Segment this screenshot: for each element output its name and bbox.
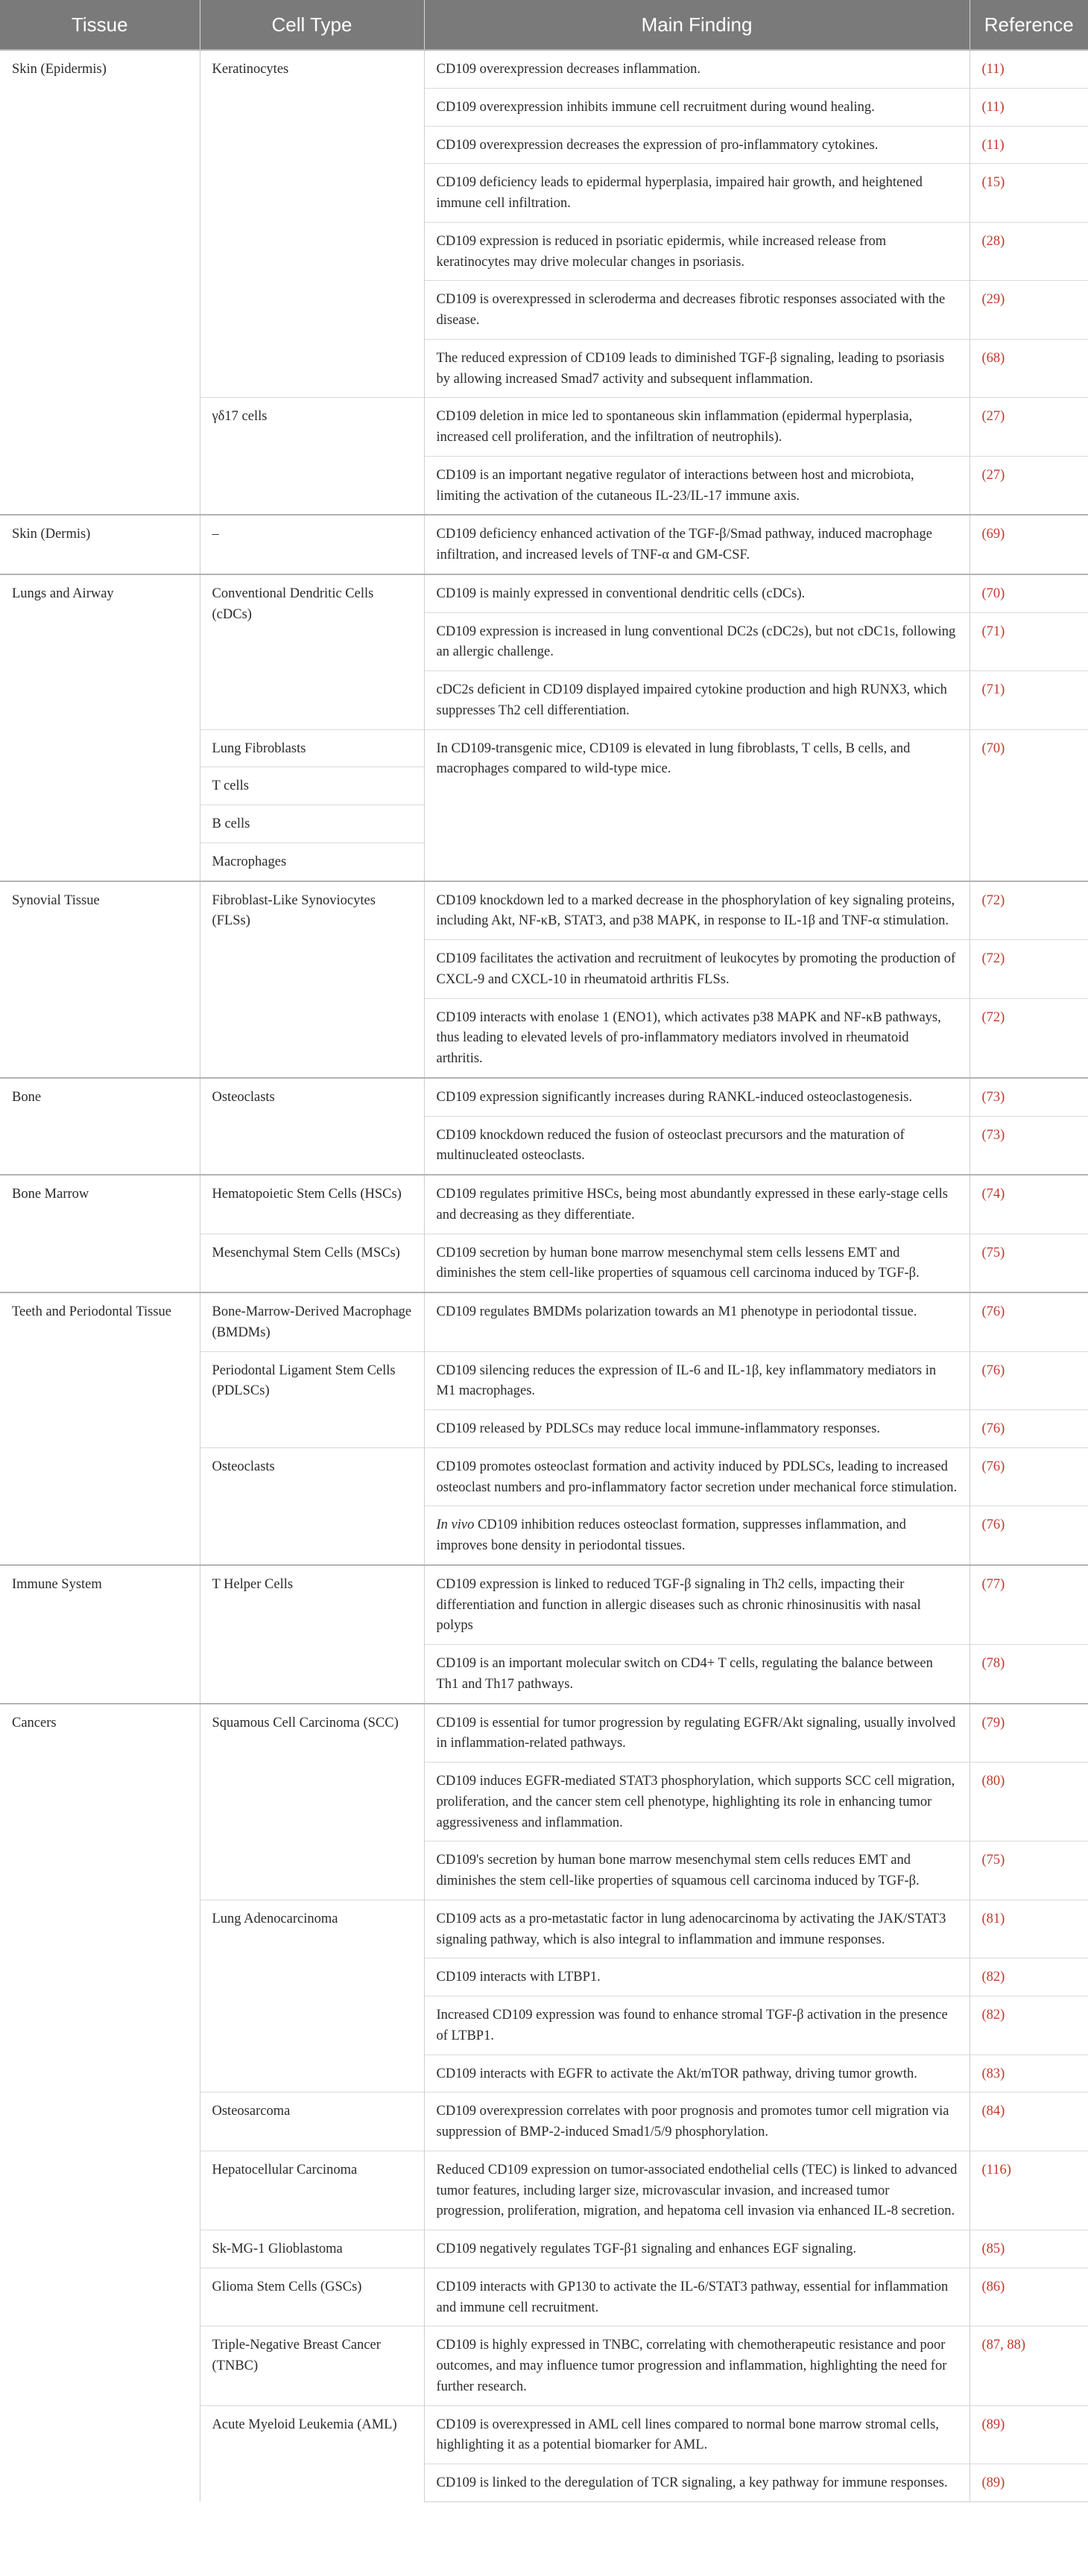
cell-type-cell: Bone-Marrow-Derived Macrophage (BMDMs) (200, 1292, 424, 1351)
tissue-cell: Immune System (0, 1565, 200, 1704)
reference-cell: (84) (970, 2093, 1088, 2151)
cell-type-cell: Sk-MG-1 Glioblastoma (200, 2230, 424, 2268)
finding-cell (424, 1410, 970, 1448)
finding-text: CD109 deficiency enhanced activation of the TGF-β/Smad pathway, induced macrophage infiltration, and increased levels of TNF-α and GM-CSF. (436, 527, 932, 562)
reference-cell: (27) (970, 456, 1088, 515)
reference-cell: (80) (970, 1763, 1088, 1841)
finding-text: CD109 induces EGFR-mediated STAT3 phosphorylation, which supports SCC cell migration, proliferation, and the cancer stem cell phenotype, highlighting its role in enhancing tumor aggressiveness and inflammation. (436, 1774, 955, 1830)
reference-cell: (116) (970, 2151, 1088, 2230)
cell-type-cell: Macrophages (200, 843, 424, 881)
header-row (0, 0, 1088, 50)
reference-cell: (75) (970, 1841, 1088, 1900)
finding-text: CD109 released by PDLSCs may reduce local immune-inflammatory responses. (436, 1421, 880, 1436)
reference-cell: (75) (970, 1234, 1088, 1292)
finding-text: Increased CD109 expression was found to enhance stromal TGF-β activation in the presence of LTBP1. (436, 2008, 948, 2043)
finding-text: CD109 silencing reduces the expression of IL-6 and IL-1β, key inflammatory mediators in M1 macrophages. (436, 1362, 937, 1399)
finding-cell (424, 1958, 970, 1996)
finding-text: CD109 facilitates the activation and recruitment of leukocytes by promoting the production of CXCL-9 and CXCL-10 in rheumatoid arthritis FLSs. (436, 951, 956, 987)
finding-text: CD109 knockdown led to a marked decrease in the phosphorylation of key signaling proteins, including Akt, NF-κB, STAT3, and p38 MAPK, in response to IL-1β and TNF-α stimulation. (436, 892, 955, 929)
cell-type-cell: T cells (200, 767, 424, 805)
reference-cell: (77) (970, 1565, 1088, 1645)
reference-cell: (73) (970, 1078, 1088, 1116)
finding-text: CD109 overexpression decreases inflammation. (436, 62, 700, 77)
reference-cell: (11) (970, 88, 1088, 126)
finding-text: The reduced expression of CD109 leads to diminished TGF-β signaling, leading to psoriasis by allowing increased Smad7 activity and subsequent inflammation. (436, 350, 945, 387)
reference-cell: (76) (970, 1351, 1088, 1410)
finding-text: CD109 is overexpressed in scleroderma and decreases fibrotic responses associated with the disease. (436, 292, 946, 328)
cell-type-cell: Lung Adenocarcinoma (200, 1900, 424, 2093)
finding-text: CD109 promotes osteoclast formation and activity induced by PDLSCs, leading to increased osteoclast numbers and pro-inflammatory factor secretion under mechanical force stimulation. (436, 1459, 958, 1495)
reference-cell: (82) (970, 1996, 1088, 2055)
table-row (0, 1292, 1088, 1351)
finding-cell (424, 456, 970, 515)
finding-cell: In CD109-transgenic mice, CD109 is elevated in lung fibroblasts, T cells, B cells, and macrophages compared to wild-type mice. (424, 729, 970, 881)
finding-cell (424, 2230, 970, 2268)
reference-cell: (70) (970, 729, 1088, 881)
cell-type-cell: Hepatocellular Carcinoma (200, 2151, 424, 2230)
finding-cell (424, 164, 970, 223)
reference-cell: (76) (970, 1292, 1088, 1351)
finding-cell (424, 222, 970, 281)
reference-cell: (87, 88) (970, 2326, 1088, 2405)
finding-cell (424, 515, 970, 574)
cell-type-cell: Osteoclasts (200, 1078, 424, 1175)
finding-text: CD109 is highly expressed in TNBC, correlating with chemotherapeutic resistance and poor outcomes, and may influence tumor progression and inflammation, highlighting the need for further research. (436, 2338, 947, 2394)
table-row (0, 515, 1088, 574)
cell-type-cell: Periodontal Ligament Stem Cells (PDLSCs) (200, 1351, 424, 1447)
finding-text: CD109 is linked to the deregulation of TCR signaling, a key pathway for immune responses. (436, 2475, 948, 2490)
finding-cell (424, 1704, 970, 1763)
cell-type-cell: Hematopoietic Stem Cells (HSCs) (200, 1175, 424, 1234)
table-row (0, 1704, 1088, 1763)
reference-cell: (71) (970, 671, 1088, 730)
reference-cell: (89) (970, 2405, 1088, 2464)
finding-text: CD109's secretion by human bone marrow mesenchymal stem cells reduces EMT and diminishes the stem cell-like properties of squamous cell carcinoma induced by TGF-β. (436, 1853, 920, 1888)
finding-cell (424, 1175, 970, 1234)
cell-type-cell: B cells (200, 805, 424, 843)
finding-cell (424, 1645, 970, 1704)
finding-cell (424, 612, 970, 671)
finding-text: CD109 regulates primitive HSCs, being most abundantly expressed in these early-stage cells and decreasing as they differentiate. (436, 1187, 948, 1222)
finding-text: CD109 expression is increased in lung conventional DC2s (cDC2s), but not cDC1s, following an allergic challenge. (436, 624, 956, 660)
table-body (0, 50, 1088, 2502)
tissue-cell: Skin (Epidermis) (0, 50, 200, 515)
table-row (0, 574, 1088, 612)
table-row (0, 1565, 1088, 1645)
finding-text: CD109 overexpression inhibits immune cell recruitment during wound healing. (436, 99, 875, 115)
finding-cell (424, 1900, 970, 1958)
finding-text: CD109 is overexpressed in AML cell lines compared to normal bone marrow stromal cells, highlighting it as a potential biomarker for AML. (436, 2417, 939, 2453)
finding-cell (424, 50, 970, 88)
cell-type-cell: Triple-Negative Breast Cancer (TNBC) (200, 2326, 424, 2405)
reference-cell: (28) (970, 222, 1088, 281)
cell-type-cell: Squamous Cell Carcinoma (SCC) (200, 1704, 424, 1900)
table-row (0, 881, 1088, 940)
finding-cell (424, 1565, 970, 1645)
tissue-cell: Bone Marrow (0, 1175, 200, 1292)
reference-cell: (11) (970, 126, 1088, 164)
finding-cell (424, 398, 970, 457)
cell-type-cell: Keratinocytes (200, 50, 424, 398)
reference-cell: (27) (970, 398, 1088, 457)
finding-cell (424, 2093, 970, 2151)
finding-cell (424, 2464, 970, 2502)
finding-text: Reduced CD109 expression on tumor-associated endothelial cells (TEC) is linked to advanced tumor features, including larger size, microvascular invasion, and increased tumor progression, proliferation, migration, and hepatoma cell invasion via enhanced IL-8 secretion. (436, 2162, 958, 2219)
finding-cell (424, 671, 970, 730)
reference-cell: (76) (970, 1506, 1088, 1565)
finding-cell (424, 1292, 970, 1351)
finding-cell (424, 2268, 970, 2326)
finding-text: CD109 interacts with EGFR to activate the Akt/mTOR pathway, driving tumor growth. (436, 2066, 917, 2081)
finding-text: CD109 acts as a pro-metastatic factor in lung adenocarcinoma by activating the JAK/STAT3 signaling pathway, which is also integral to inflammation and immune responses. (436, 1911, 946, 1947)
finding-text: CD109 expression significantly increases during RANKL-induced osteoclastogenesis. (436, 1089, 913, 1105)
finding-text: CD109 is essential for tumor progression by regulating EGFR/Akt signaling, usually involved in inflammation-related pathways. (436, 1715, 956, 1751)
tissue-cell: Synovial Tissue (0, 881, 200, 1078)
reference-cell: (72) (970, 881, 1088, 940)
finding-text: CD109 expression is reduced in psoriatic epidermis, while increased release from keratinocytes may drive molecular changes in psoriasis. (436, 233, 887, 270)
header-tissue: Tissue (0, 0, 200, 50)
table-row (0, 1175, 1088, 1234)
reference-cell: (76) (970, 1410, 1088, 1448)
finding-text: CD109 is an important negative regulator of interactions between host and microbiota, limiting the activation of the cutaneous IL-23/IL-17 immune axis. (436, 467, 914, 504)
tissue-cell: Skin (Dermis) (0, 515, 200, 574)
finding-cell (424, 881, 970, 940)
finding-cell (424, 1234, 970, 1292)
reference-cell: (69) (970, 515, 1088, 574)
header-main-finding: Main Finding (424, 0, 970, 50)
finding-text: CD109 deficiency leads to epidermal hyperplasia, impaired hair growth, and heightened immune cell infiltration. (436, 175, 923, 211)
reference-cell: (83) (970, 2055, 1088, 2093)
cell-type-cell: Osteosarcoma (200, 2093, 424, 2151)
reference-cell: (79) (970, 1704, 1088, 1763)
finding-text: CD109 is mainly expressed in conventional dendritic cells (cDCs). (436, 586, 806, 601)
cell-type-cell: Osteoclasts (200, 1447, 424, 1565)
finding-text: CD109 regulates BMDMs polarization towards an M1 phenotype in periodontal tissue. (436, 1304, 917, 1319)
reference-cell: (76) (970, 1447, 1088, 1506)
finding-cell (424, 1447, 970, 1506)
finding-text: CD109 negatively regulates TGF-β1 signaling and enhances EGF signaling. (436, 2242, 856, 2256)
tissue-cell: Lungs and Airway (0, 574, 200, 881)
reference-cell: (70) (970, 574, 1088, 612)
cell-type-cell: Glioma Stem Cells (GSCs) (200, 2268, 424, 2326)
finding-text: CD109 secretion by human bone marrow mesenchymal stem cells lessens EMT and diminishes the stem cell-like properties of squamous cell carcinoma induced by TGF-β. (436, 1245, 920, 1281)
finding-cell (424, 574, 970, 612)
finding-cell (424, 1116, 970, 1175)
reference-cell: (82) (970, 1958, 1088, 1996)
reference-cell: (85) (970, 2230, 1088, 2268)
reference-cell: (15) (970, 164, 1088, 223)
reference-cell: (81) (970, 1900, 1088, 1958)
reference-cell: (74) (970, 1175, 1088, 1234)
finding-text: CD109 overexpression correlates with poor prognosis and promotes tumor cell migration via suppression of BMP-2-induced Smad1/5/9 phosphorylation. (436, 2104, 949, 2139)
finding-cell (424, 126, 970, 164)
finding-text: CD109 knockdown reduced the fusion of osteoclast precursors and the maturation of multinucleated osteoclasts. (436, 1127, 905, 1164)
finding-cell (424, 2151, 970, 2230)
cell-type-cell: Fibroblast-Like Synoviocytes (FLSs) (200, 881, 424, 1078)
finding-cell (424, 2405, 970, 2464)
finding-cell (424, 1763, 970, 1841)
reference-cell: (72) (970, 940, 1088, 999)
finding-cell (424, 281, 970, 340)
header-reference: Reference (970, 0, 1088, 50)
finding-cell (424, 998, 970, 1078)
header-cell-type: Cell Type (200, 0, 424, 50)
cell-type-cell: T Helper Cells (200, 1565, 424, 1704)
reference-cell: (89) (970, 2464, 1088, 2502)
finding-text: CD109 interacts with enolase 1 (ENO1), which activates p38 MAPK and NF-κB pathways, thus leading to elevated levels of pro-inflammatory mediators involved in rheumatoid arthritis. (436, 1009, 941, 1066)
reference-cell: (78) (970, 1645, 1088, 1704)
tissue-cell: Bone (0, 1078, 200, 1175)
finding-cell (424, 1506, 970, 1565)
finding-cell (424, 1351, 970, 1410)
cell-type-cell: Acute Myeloid Leukemia (AML) (200, 2405, 424, 2502)
reference-cell: (86) (970, 2268, 1088, 2326)
finding-text: CD109 interacts with GP130 to activate the IL-6/STAT3 pathway, essential for inflammation and immune cell recruitment. (436, 2279, 949, 2315)
finding-cell (424, 2055, 970, 2093)
table-row (0, 1078, 1088, 1116)
tissue-cell: Cancers (0, 1704, 200, 2502)
finding-cell (424, 1841, 970, 1900)
finding-text: CD109 is an important molecular switch on CD4+ T cells, regulating the balance between Th1 and Th17 pathways. (436, 1656, 933, 1692)
finding-text: CD109 deletion in mice led to spontaneous skin inflammation (epidermal hyperplasia, increased cell proliferation, and the infiltration of neutrophils). (436, 409, 913, 445)
finding-cell (424, 940, 970, 999)
finding-text: CD109 expression is linked to reduced TGF-β signaling in Th2 cells, impacting their differentiation and function in allergic diseases such as chronic rhinosinusitis with nasal polyps (436, 1576, 921, 1634)
finding-text: cDC2s deficient in CD109 displayed impaired cytokine production and high RUNX3, which suppresses Th2 cell differentiation. (436, 682, 947, 718)
finding-text: CD109 interacts with LTBP1. (436, 1970, 601, 1985)
reference-cell: (29) (970, 281, 1088, 340)
reference-cell: (68) (970, 339, 1088, 398)
table-row (0, 50, 1088, 88)
tissue-cell: Teeth and Periodontal Tissue (0, 1292, 200, 1565)
finding-cell (424, 1996, 970, 2055)
finding-cell (424, 2326, 970, 2405)
finding-cell (424, 339, 970, 398)
reference-cell: (72) (970, 998, 1088, 1078)
finding-text: CD109 overexpression decreases the expression of pro-inflammatory cytokines. (436, 137, 879, 153)
cell-type-cell: – (200, 515, 424, 574)
reference-cell: (73) (970, 1116, 1088, 1175)
reference-cell: (71) (970, 612, 1088, 671)
finding-cell (424, 88, 970, 126)
reference-cell: (11) (970, 50, 1088, 88)
cell-type-cell: Conventional Dendritic Cells (cDCs) (200, 574, 424, 729)
finding-cell (424, 1078, 970, 1116)
cell-type-cell: γδ17 cells (200, 398, 424, 515)
finding-text: CD109 inhibition reduces osteoclast formation, suppresses inflammation, and improves bone density in periodontal tissues. (436, 1517, 906, 1553)
cell-type-cell: Mesenchymal Stem Cells (MSCs) (200, 1234, 424, 1292)
cell-type-cell: Lung Fibroblasts (200, 729, 424, 767)
finding-italic: In vivo (436, 1517, 475, 1533)
